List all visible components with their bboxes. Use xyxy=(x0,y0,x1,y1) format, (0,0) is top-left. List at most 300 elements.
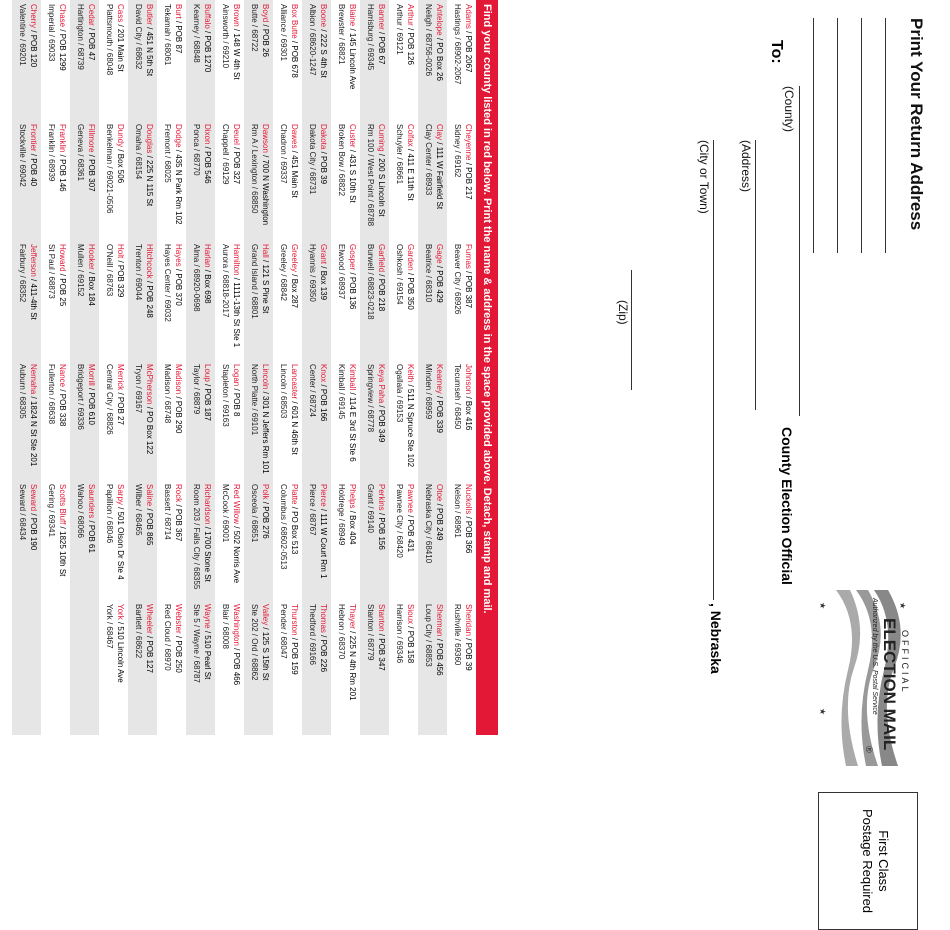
county-address-line-1: PO Box 513 xyxy=(290,511,299,555)
county-address-line-2: Fairbury / 68352 xyxy=(18,244,27,303)
county-entry xyxy=(128,360,157,480)
county-address-line-1: Box 139 xyxy=(319,270,328,301)
county-name: Richardson xyxy=(203,484,212,525)
county-address-line-2: Springview / 68778 xyxy=(366,364,375,433)
county-name: Pawnee xyxy=(406,484,415,513)
county-address-line-1: POB 466 xyxy=(232,652,241,686)
county-separator: / xyxy=(290,635,299,643)
county-name: Madison xyxy=(174,364,183,395)
county-address-line-1: POB 347 xyxy=(377,638,386,671)
county-separator: / xyxy=(145,24,154,32)
county-address-line-1: POB 126 xyxy=(406,32,415,65)
county-entry xyxy=(12,120,41,240)
county-address-line-2: Central City / 68826 xyxy=(105,364,114,435)
county-field-line[interactable] xyxy=(799,86,800,416)
county-entry xyxy=(41,0,70,120)
county-entry xyxy=(157,600,186,735)
county-name: Brown xyxy=(232,4,241,27)
county-address-line-1: POB 8 xyxy=(232,392,241,417)
county-separator: / xyxy=(58,152,67,160)
county-entry xyxy=(302,240,331,360)
county-separator: / xyxy=(87,152,96,160)
county-address-line-2: Papillion / 68046 xyxy=(105,484,114,544)
county-name: Nance xyxy=(58,364,67,388)
county-address-line-2: Wilber / 68465 xyxy=(134,484,143,536)
county-separator: / xyxy=(261,389,270,397)
county-row xyxy=(128,0,157,735)
county-address-line-2: Lincoln / 68503 xyxy=(279,364,288,419)
county-separator: / xyxy=(319,264,328,271)
county-entry xyxy=(215,240,244,360)
county-address-line-2: Ste 5 / Wayne / 68787 xyxy=(192,604,201,683)
county-address-line-1: 411-4th St xyxy=(29,283,38,320)
county-address-line-2: Schuyler / 68661 xyxy=(395,124,404,185)
county-separator: / xyxy=(232,144,241,152)
county-separator: / xyxy=(58,27,67,34)
county-address-line-1: 145 Lincoln Ave xyxy=(348,32,357,90)
return-address-line-4[interactable] xyxy=(813,18,814,253)
postage-line-2: Postage Required xyxy=(860,808,875,914)
county-separator: / xyxy=(464,268,473,276)
county-address-line-2: David City / 68632 xyxy=(134,4,143,70)
county-address-line-1: POB 120 xyxy=(29,34,38,68)
county-name: Pierce xyxy=(319,484,328,507)
county-address-line-2: Bassett / 68714 xyxy=(163,484,172,540)
county-separator: / xyxy=(406,25,415,33)
county-address-line-1: 201 Main St xyxy=(116,28,125,72)
county-row xyxy=(41,0,70,735)
county-address-line-2: Bridgeport / 69336 xyxy=(76,364,85,430)
county-address-line-2: Butte / 68722 xyxy=(250,4,259,52)
county-entry xyxy=(331,0,360,120)
county-name: Adams xyxy=(464,4,473,29)
county-address-line-1: POB 338 xyxy=(58,393,67,427)
county-address-line-2: Chadron / 69337 xyxy=(279,124,288,184)
city-input-line[interactable] xyxy=(713,140,714,600)
county-name: Boyd xyxy=(261,4,270,23)
county-entry xyxy=(360,360,389,480)
county-separator: / xyxy=(87,518,96,525)
svg-text:★: ★ xyxy=(898,602,907,610)
county-name: Cheyenne xyxy=(464,124,473,161)
county-address-line-2: York / 68467 xyxy=(105,604,114,649)
county-address-line-2: O'Neill / 68763 xyxy=(105,244,114,297)
county-address-line-1: Box 416 xyxy=(464,400,473,431)
county-address-line-2: Fremont / 68025 xyxy=(163,124,172,183)
county-separator: / xyxy=(174,266,183,274)
county-row xyxy=(302,0,331,735)
county-address-line-2: Hayes Center / 69032 xyxy=(163,244,172,322)
county-address-line-1: 431 S 10th St xyxy=(348,154,357,203)
county-address-line-1: POB 217 xyxy=(464,167,473,200)
state-label: , Nebraska xyxy=(708,603,724,674)
county-name: Kearney xyxy=(435,364,444,394)
county-entry xyxy=(157,360,186,480)
county-address-line-2: St Paul / 68873 xyxy=(47,244,56,299)
county-name: Saline xyxy=(145,484,154,507)
county-address-line-1: POB 40 xyxy=(29,158,38,187)
county-address-line-1: POB 159 xyxy=(290,642,299,675)
county-entry xyxy=(331,600,360,735)
county-row xyxy=(215,0,244,735)
county-entry xyxy=(12,360,41,480)
county-entry xyxy=(70,240,99,360)
county-separator: / xyxy=(290,148,299,156)
county-separator: / xyxy=(145,506,154,513)
county-address-line-1: 411 E 11th St xyxy=(406,153,415,201)
county-name: Morrill xyxy=(87,364,96,386)
county-name: Seward xyxy=(29,484,38,512)
county-name: Howard xyxy=(58,244,67,272)
county-name: Sherman xyxy=(435,604,444,637)
county-entry xyxy=(273,480,302,600)
county-address-line-1: 200 S Lincoln St xyxy=(377,158,386,217)
county-name: Box Butte xyxy=(290,4,299,39)
county-address-line-2: Burwell / 68823-0218 xyxy=(366,244,375,320)
county-address-line-1: 451 N 5th St xyxy=(145,31,154,77)
county-separator: / xyxy=(174,394,183,401)
county-name: Thurston xyxy=(290,604,299,636)
county-name: Antelope xyxy=(435,4,444,36)
county-entry xyxy=(447,0,476,120)
county-entry xyxy=(273,360,302,480)
county-address-line-2: Albion / 68620-1247 xyxy=(308,4,317,76)
county-row xyxy=(157,0,186,735)
county-separator: / xyxy=(464,636,473,643)
county-separator: / xyxy=(435,140,444,147)
county-address-line-1: 510 Pearl St xyxy=(203,635,212,680)
county-address-line-1: POB 27 xyxy=(116,396,125,425)
county-address-line-1: POB 350 xyxy=(406,277,415,310)
county-address-line-1: 225 N 115 St xyxy=(145,160,154,207)
county-address-line-2: Holdrege / 68949 xyxy=(337,484,346,546)
city-placeholder: (City or Town) xyxy=(697,140,711,214)
county-separator: / xyxy=(87,269,96,277)
county-address-line-2: Ainsworth / 69210 xyxy=(221,4,230,69)
county-name: Cass xyxy=(116,4,125,23)
county-address-line-1: POB 610 xyxy=(87,392,96,425)
county-entry xyxy=(215,360,244,480)
county-name: Thayer xyxy=(348,604,357,629)
county-name: Hall xyxy=(261,244,270,258)
county-separator: / xyxy=(58,524,67,531)
county-separator: / xyxy=(319,632,328,640)
county-address-line-1: POB 276 xyxy=(261,506,270,539)
county-separator: / xyxy=(319,149,328,157)
county-entry xyxy=(215,600,244,735)
county-separator: / xyxy=(203,144,212,152)
county-separator: / xyxy=(435,35,444,43)
county-entry xyxy=(418,480,447,600)
county-address-line-2: Stockville / 69042 xyxy=(18,124,27,187)
county-entry xyxy=(128,480,157,600)
county-row xyxy=(273,0,302,735)
county-entry xyxy=(447,480,476,600)
county-address-line-1: 114 E 3rd St Ste 6 xyxy=(348,396,357,462)
county-address-line-1: POB 39 xyxy=(319,156,328,185)
county-address-line-1: POB 218 xyxy=(377,278,386,312)
logo-top-text: OFFICIAL xyxy=(900,630,910,695)
county-address-line-1: POB 87 xyxy=(174,25,183,54)
county-name: Hooker xyxy=(87,244,96,270)
county-name: Burt xyxy=(174,4,183,19)
county-separator: / xyxy=(290,272,299,279)
county-entry xyxy=(331,120,360,240)
county-row xyxy=(418,0,447,735)
county-entry xyxy=(244,360,273,480)
county-separator: / xyxy=(145,633,154,641)
county-address-line-1: POB 190 xyxy=(29,517,38,551)
county-address-line-2: Oshkosh / 69154 xyxy=(395,244,404,305)
county-separator: / xyxy=(464,28,473,36)
return-address-line-3[interactable] xyxy=(837,18,838,253)
county-name: Dodge xyxy=(174,124,183,148)
county-address-line-2: Columbus / 68602-0513 xyxy=(279,484,288,570)
county-name: Kimball xyxy=(348,364,357,391)
county-address-line-1: 502 Norris Ave xyxy=(232,530,241,584)
county-address-line-1: POB 290 xyxy=(174,400,183,434)
county-name: Custer xyxy=(348,124,357,148)
county-separator: / xyxy=(203,28,212,36)
county-name: Washington xyxy=(232,604,241,646)
county-address-line-1: PO Box 26 xyxy=(435,42,444,81)
address-input-line[interactable] xyxy=(755,140,756,410)
county-row xyxy=(99,0,128,735)
county-separator: / xyxy=(406,146,415,154)
county-name: Arthur xyxy=(406,4,415,26)
county-address-line-1: POB 327 xyxy=(232,151,241,185)
county-separator: / xyxy=(232,645,241,653)
county-separator: / xyxy=(203,381,212,389)
county-entry xyxy=(418,0,447,120)
county-separator: / xyxy=(290,399,299,406)
county-entry xyxy=(99,240,128,360)
county-entry xyxy=(41,600,70,735)
county-address-line-2: Chappell / 69129 xyxy=(221,124,230,185)
county-name: Hamilton xyxy=(232,244,241,276)
return-address-line-2[interactable] xyxy=(861,18,862,253)
county-name: Jefferson xyxy=(29,244,38,277)
county-name: Harlan xyxy=(203,244,212,268)
county-entry xyxy=(99,120,128,240)
county-separator: / xyxy=(145,404,154,412)
county-address-line-2: Red Cloud / 68970 xyxy=(163,604,172,671)
county-separator: / xyxy=(116,619,125,627)
county-address-line-2: Ogallala / 69153 xyxy=(395,364,404,423)
county-address-line-1: POB 339 xyxy=(435,400,444,433)
county-row xyxy=(389,0,418,735)
county-entry xyxy=(302,120,331,240)
county-separator: / xyxy=(377,510,386,518)
county-address-line-1: PO Box 122 xyxy=(145,411,154,455)
county-name: Gosper xyxy=(348,244,357,271)
county-address-line-2: Fullerton / 68638 xyxy=(47,364,56,425)
county-name: Garden xyxy=(406,244,415,271)
logo-main-text: ELECTION MAIL xyxy=(880,618,899,751)
county-address-line-2: Gering / 69341 xyxy=(47,484,56,537)
county-separator: / xyxy=(116,22,125,29)
county-entry xyxy=(70,0,99,120)
county-address-line-1: 111 W Court Rm 1 xyxy=(319,513,328,579)
county-address-line-2: Benkelman / 69021-0506 xyxy=(105,124,114,214)
county-address-line-1: 111 W Fairfield St xyxy=(435,146,444,210)
county-address-line-1: 601 N 46th St xyxy=(290,405,299,455)
county-address-line-1: Box 184 xyxy=(87,276,96,306)
county-entry xyxy=(99,0,128,120)
county-name: Nuckolls xyxy=(464,484,473,515)
county-address-line-2: Alma / 68920-0698 xyxy=(192,244,201,312)
county-separator: / xyxy=(116,258,125,265)
county-separator: / xyxy=(464,394,473,401)
county-address-line-1: Box 404 xyxy=(348,515,357,545)
county-address-line-2: Omaha / 68154 xyxy=(134,124,143,180)
county-address-line-2: Pierce / 68767 xyxy=(308,484,317,536)
county-separator: / xyxy=(203,524,212,532)
county-name: Buffalo xyxy=(203,4,212,29)
county-row xyxy=(447,0,476,735)
county-name: Wayne xyxy=(203,604,212,629)
county-address-line-2: Minden / 68959 xyxy=(424,364,433,420)
registered-mark: ® xyxy=(864,746,874,753)
county-address-line-1: POB 61 xyxy=(87,524,96,553)
county-address-line-1: POB 249 xyxy=(435,508,444,541)
county-address-line-2: Pender / 68047 xyxy=(279,604,288,659)
return-address-line-1[interactable] xyxy=(885,18,886,253)
county-separator: / xyxy=(348,147,357,155)
county-address-line-1: POB 1299 xyxy=(58,33,67,71)
county-entry xyxy=(157,480,186,600)
county-name: Cuming xyxy=(377,124,386,152)
county-address-line-2: Sidney / 69162 xyxy=(453,124,462,178)
county-name: Lincoln xyxy=(261,364,270,390)
county-address-line-1: POB 26 xyxy=(261,28,270,57)
county-address-line-2: Rm A / Lexington / 68850 xyxy=(250,124,259,214)
county-name: Sheridan xyxy=(464,604,473,637)
county-name: Fillmore xyxy=(87,124,96,153)
county-entry xyxy=(186,120,215,240)
county-separator: / xyxy=(116,147,125,154)
county-entry xyxy=(215,480,244,600)
county-entry xyxy=(41,240,70,360)
county-separator: / xyxy=(174,18,183,26)
county-entry xyxy=(418,240,447,360)
county-name: Polk xyxy=(261,484,270,500)
county-name: Banner xyxy=(377,4,386,30)
county-address-line-2: Kearney / 68848 xyxy=(192,4,201,63)
county-address-line-1: 1700 Stone St xyxy=(203,531,212,582)
county-separator: / xyxy=(435,501,444,509)
county-separator: / xyxy=(377,272,386,279)
county-separator: / xyxy=(319,382,328,389)
county-separator: / xyxy=(348,628,357,636)
county-entry xyxy=(186,480,215,600)
county-row xyxy=(331,0,360,735)
county-address-line-1: POB 429 xyxy=(435,270,444,303)
county-entry xyxy=(99,480,128,600)
county-entry xyxy=(186,240,215,360)
county-entry xyxy=(215,0,244,120)
county-address-line-1: 125 S 15th St xyxy=(261,631,270,681)
county-separator: / xyxy=(261,22,270,29)
county-address-line-2: Beatrice / 68310 xyxy=(424,244,433,303)
county-entry xyxy=(70,360,99,480)
county-entry xyxy=(302,0,331,120)
county-address-line-2: Hebron / 68370 xyxy=(337,604,346,660)
county-separator: / xyxy=(174,147,183,155)
county-address-line-2: Neligh / 68756-0026 xyxy=(424,4,433,77)
county-address-line-2: Hyannis / 69350 xyxy=(308,244,317,302)
county-separator: / xyxy=(377,631,386,639)
county-address-line-1: 121 S Pine St xyxy=(261,264,270,314)
svg-text:★: ★ xyxy=(818,602,827,610)
county-address-line-1: 301 N Jeffers Rm 101 xyxy=(261,396,270,474)
county-name: Douglas xyxy=(145,124,154,154)
county-address-line-1: POB 47 xyxy=(87,32,96,61)
county-separator: / xyxy=(290,38,299,46)
to-label: To: xyxy=(768,40,785,64)
county-address-line-1: POB 546 xyxy=(203,151,212,184)
county-row xyxy=(244,0,273,735)
county-separator: / xyxy=(261,152,270,160)
county-entry xyxy=(273,240,302,360)
county-name: Saunders xyxy=(87,484,96,519)
county-entry xyxy=(41,360,70,480)
county-entry xyxy=(389,240,418,360)
county-address-line-2: Loup City / 68853 xyxy=(424,604,433,667)
county-address-line-1: POB 127 xyxy=(145,640,154,673)
county-entry xyxy=(41,480,70,600)
county-entry xyxy=(244,480,273,600)
county-entry xyxy=(186,0,215,120)
county-entry xyxy=(244,600,273,735)
county-entry xyxy=(244,240,273,360)
county-entry xyxy=(389,120,418,240)
county-separator: / xyxy=(377,151,386,159)
county-address-line-2: Franklin / 68939 xyxy=(47,124,56,182)
county-entry xyxy=(447,360,476,480)
county-address-line-2: Kimball / 69145 xyxy=(337,364,346,420)
county-entry xyxy=(331,240,360,360)
county-entry xyxy=(41,120,70,240)
county-address-line-2: Center / 68724 xyxy=(308,364,317,417)
county-name: Gage xyxy=(435,244,444,264)
return-address-title: Print Your Return Address xyxy=(907,18,926,231)
county-address-line-2: Valentine / 69201 xyxy=(18,4,27,66)
county-address-line-2: Madison / 68748 xyxy=(163,364,172,424)
county-address-line-1: POB 307 xyxy=(87,159,96,192)
county-name: Perkins xyxy=(377,484,386,511)
postage-box xyxy=(818,792,918,930)
county-name: Furnas xyxy=(464,244,473,269)
county-address-line-1: POB 226 xyxy=(319,639,328,673)
county-address-line-2: Elwood / 68937 xyxy=(337,244,346,300)
county-entry xyxy=(99,600,128,735)
county-address-line-1: 148 W 4th St xyxy=(232,33,241,80)
zip-input-line[interactable] xyxy=(631,270,632,390)
county-address-line-1: 511 N Spruce Ste 102 xyxy=(406,388,415,468)
county-name: Blaine xyxy=(348,4,357,27)
county-address-line-1: POB 678 xyxy=(290,45,299,78)
county-address-line-2: Bartlett / 68622 xyxy=(134,604,143,659)
county-name: Hitchcock xyxy=(145,244,154,279)
county-separator: / xyxy=(232,524,241,531)
county-entry xyxy=(157,240,186,360)
county-address-line-2: Stapleton / 69163 xyxy=(221,364,230,427)
county-name: Cherry xyxy=(29,4,38,29)
county-address-line-1: 501 Olson Dr Ste 4 xyxy=(116,511,125,580)
county-entry xyxy=(273,600,302,735)
county-separator: / xyxy=(348,508,357,516)
